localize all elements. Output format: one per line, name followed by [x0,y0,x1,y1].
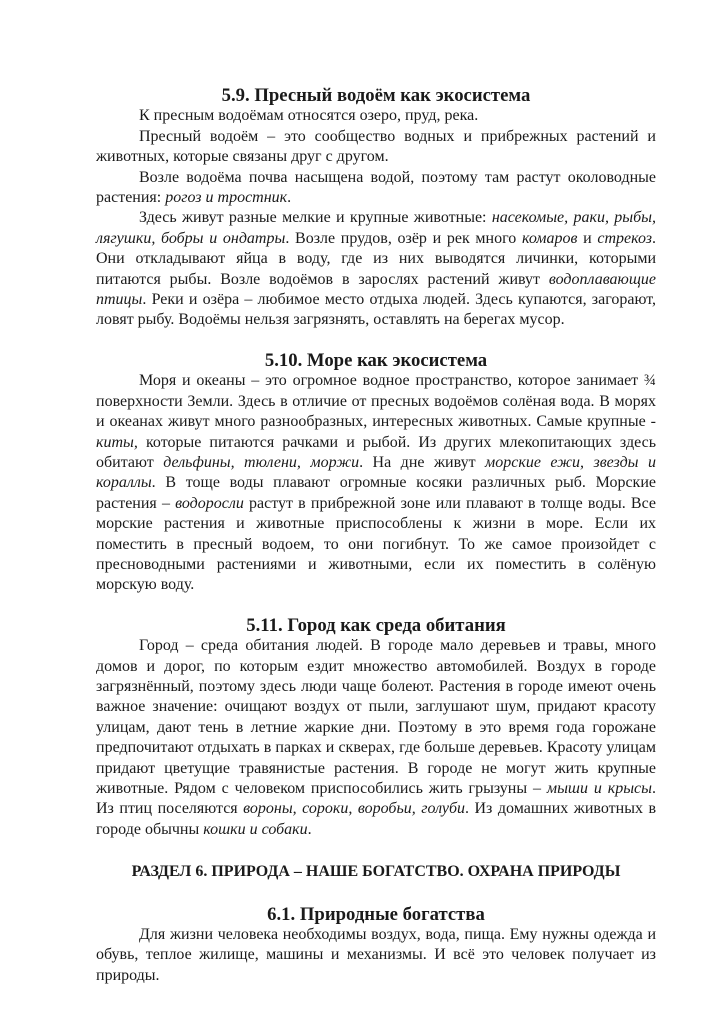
paragraph [96,208,656,330]
italic-text: мыши и крысы [546,780,652,797]
text: которые питаются рачками и рыбой. Из других млекопитающих здесь обитают [96,433,656,471]
heading-5-9: 5.9. Пресный водоём как экосистема [221,85,531,106]
paragraph [96,371,656,595]
text: . [307,820,312,838]
italic-text: водоросли [175,494,244,512]
heading-5-10: 5.10. Море как экосистема [264,349,488,371]
text: . Возле прудов, озёр и рек много [285,229,522,247]
italic-text: стрекоз [597,229,653,247]
text: . Реки и озёра – любимое место отдыха людей. Здесь купаются, загорают, ловят рыбу. Водоёмы нельзя загрязнять, оставлять на берегах мусор. [96,291,656,329]
italic-text: киты, [96,433,138,451]
italic-text: дельфины, тюлени, моржи [163,453,360,471]
text: и [577,229,598,247]
paragraph: Пресный водоём – это сообщество водных и прибрежных растений и животных, которые связаны друг с другом. [96,127,656,166]
text: . На дне живут [359,453,486,471]
heading-5-11: 5.11. Город как среда обитания [246,614,506,636]
text: . [287,189,292,207]
italic-text: комаров [521,229,578,247]
italic-text: вороны, сороки, воробьи, голуби [243,800,465,818]
paragraph: Для жизни человека необходимы воздух, вода, пища. Ему нужны одежда и обувь, теплое жилище, машины и механизмы. И всё это человек получает из природы. [96,926,656,984]
text: . Они откладывают яйца в воду, где из них выводятся личинки, которыми питаются рыбы. Возле водоёмов в зарослях растений живут [96,229,657,288]
text: Моря и океаны – это огромное водное пространство, которое занимает ¾ поверхности Земли. Здесь в отличие от пресных водоёмов солёная вода. В морях и океанах живут много разнообразных, интересных животных. Самые крупные - [96,372,656,431]
spacer [96,840,656,862]
italic-text: рогоз и тростник [165,189,288,207]
italic-text: кошки и собаки [203,820,308,838]
text: Здесь живут разные мелкие и крупные животные: [139,209,492,227]
text: . Из домашних животных в городе обычны [96,800,657,838]
text: Возле водоёма почва насыщена водой, поэтому там растут околоводные растения: [96,168,656,207]
text: . Из птиц поселяются [96,780,656,818]
document-page [96,86,656,986]
section-6-heading [96,862,656,882]
heading-6-1: 6.1. Природные богатства [267,903,485,925]
section-prefix: РАЗДЕЛ 6. [131,863,212,881]
section-title: ПРИРОДА – НАШЕ БОГАТСТВО. ОХРАНА ПРИРОДЫ [211,863,621,881]
text: . В тоще воды плавают огромные косяки различных рыб. Морские растения – [96,474,656,512]
italic-text: морские ежи, звезды и кораллы [96,453,656,492]
spacer [96,596,656,616]
italic-text: насекомые, раки, рыбы, лягушки, бобры и ондатры [96,209,657,247]
italic-text: водоплавающие птицы [96,270,656,309]
text: Город – среда обитания людей. В городе мало деревьев и травы, много домов и дорог, по которым ездит множество автомобилей. Воздух в городе загрязнённый, поэтому здесь люди чаще болеют. Растения в городе имеют очень важное значение: очищают воздух от пыли, заглушают шум, придают красоту улицам, дают тень в летние жаркие дни. Поэтому в это время года горожане предпочитают отдыхать в парках и скверах, где больше деревьев. Красоту улицам придают цветущие травянистые растения. В городе не могут жить крупные животные. Рядом с человеком приспособились жить грызуны – [96,637,656,797]
paragraph [96,168,656,209]
text: растут в прибрежной зоне или плавают в толще воды. Все морские растения и животные приспособлены к жизни в море. Если их поместить в пресный водоем, то они погибнут. То же самое произойдет с пресноводными растениями и животными, если их поместить в солёную морскую воду. [96,494,656,594]
spacer [96,331,656,351]
paragraph [96,636,656,840]
spacer [96,883,656,905]
paragraph: К пресным водоёмам относятся озеро, пруд, река. [139,107,479,125]
